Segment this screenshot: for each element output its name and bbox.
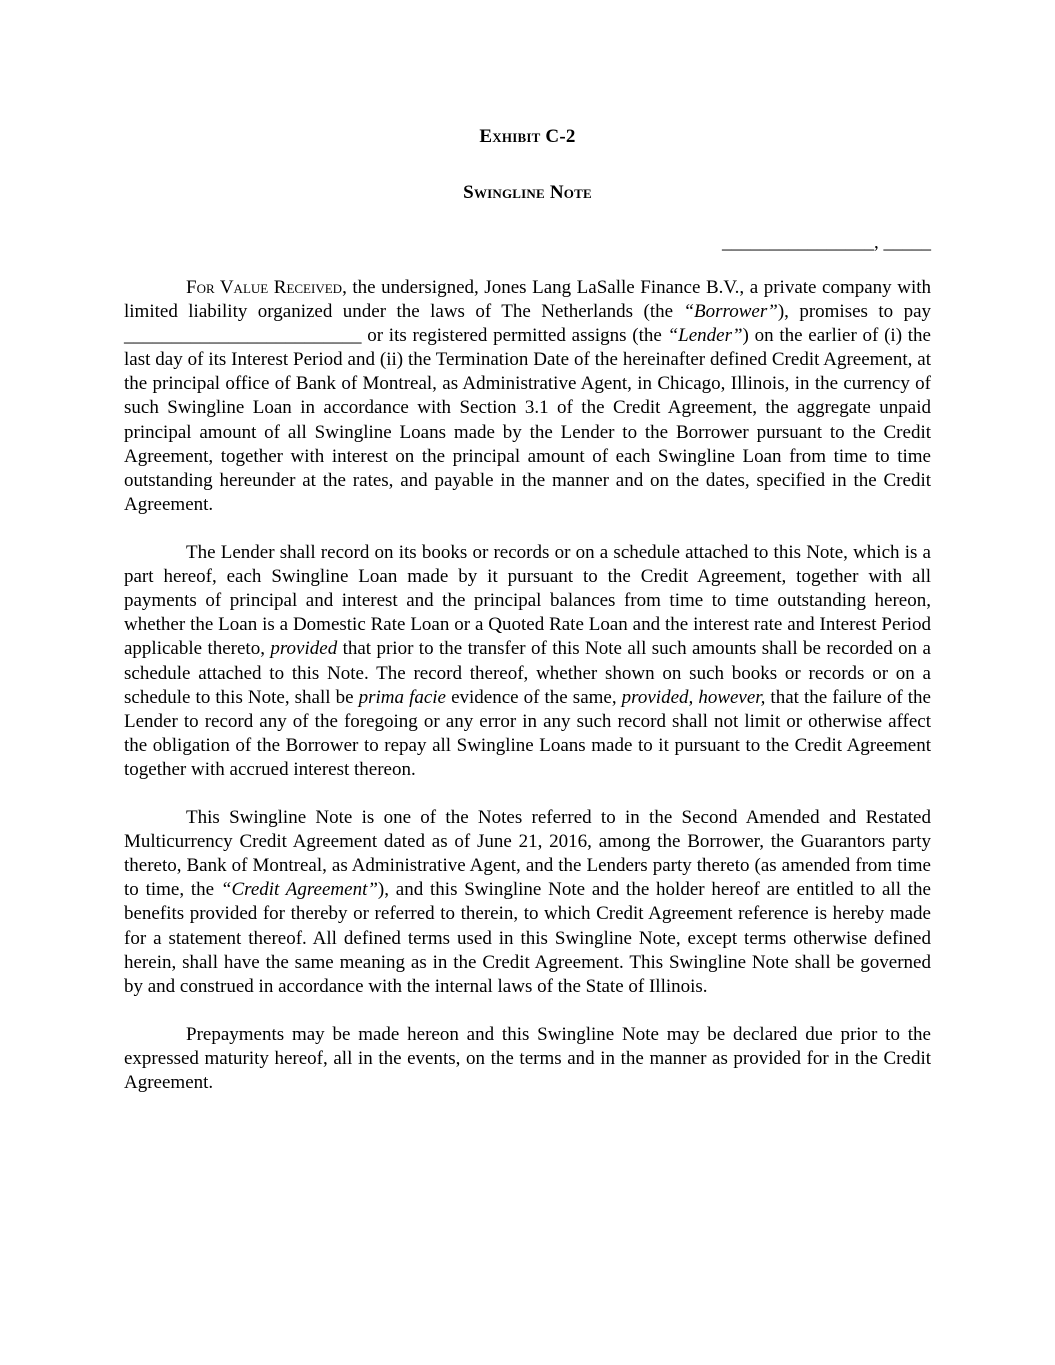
note-body — [124, 276, 931, 1119]
paragraph-credit-agreement — [124, 806, 931, 999]
borrower-term: “Borrower” — [683, 301, 778, 323]
paragraph-text: or its registered permitted assigns (the — [361, 325, 668, 347]
lender-term: “Lender” — [667, 325, 743, 347]
paragraph-lender-records — [124, 541, 931, 782]
paragraph-text: , the undersigned, Jones Lang LaSalle Finance B.V., a private company with limited liability organized under the laws of The Netherlands (the — [124, 277, 931, 323]
paragraph-text: This Swingline Note is one of the Notes referred to in the Second Amended and Restated Multicurrency Credit Agreement dated as of June 21, 2016, among the Borrower, the Guarantors party thereto, Bank of Montreal, as Administrative Agent, and the Lenders party thereto (as amended from time to time, the — [124, 807, 931, 901]
date-line: ________________, _____ — [722, 232, 931, 253]
provided-term: provided — [270, 638, 338, 660]
paragraph-text: ) on the earlier of (i) the last day of its Interest Period and (ii) the Termination Date of the hereinafter defined Credit Agreement, at the principal office of Bank of Montreal, as Administrative Agent, in Chicago, Illinois, in the currency of such Swingline Loan in accordance with Section 3.1 of the Credit Agreement, the aggregate unpaid principal amount of all Swingline Loans made by the Lender to the Borrower pursuant to the Credit Agreement, together with interest on the principal amount of each Swingline Loan from time to time outstanding hereunder at the rates, and payable in the manner and on the dates, specified in the Credit Agreement. — [124, 325, 931, 515]
paragraph-text: that prior to the transfer of this Note all such amounts shall be recorded on a schedule attached to this Note. The record thereof, whether shown on such books or records or on a schedule to this Note, shall be — [124, 638, 931, 708]
paragraph-text: that the failure of the Lender to record any of the foregoing or any error in any such record shall not limit or otherwise affect the obligation of the Borrower to repay all Swingline Loans made to it pursuant to the Credit Agreement together with accrued interest thereon. — [124, 686, 931, 780]
paragraph-text: Prepayments may be made hereon and this Swingline Note may be declared due prior to the expressed maturity hereof, all in the events, on the terms and in the manner as provided for in the Credit Agreement. — [124, 1023, 931, 1094]
provided-however-term: provided, however, — [621, 686, 766, 708]
paragraph-value-received — [124, 276, 931, 517]
exhibit-title: Exhibit C-2 — [479, 126, 576, 147]
credit-agreement-term: “Credit Agreement” — [220, 879, 378, 901]
prima-facie-term: prima facie — [358, 686, 446, 708]
paragraph-text: ), and this Swingline Note and the holder hereof are entitled to all the benefits provided for thereby or referred to therein, to which Credit Agreement reference is hereby made for a statement thereof. All defined terms used in this Swingline Note, except terms otherwise defined herein, shall have the same meaning as in the Credit Agreement. This Swingline Note shall be governed by and construed in accordance with the internal laws of the State of Illinois. — [124, 879, 931, 997]
lead-smallcaps: For Value Received — [186, 277, 343, 298]
paragraph-text: ), promises to pay — [777, 301, 932, 323]
paragraph-prepayments — [124, 1023, 931, 1095]
note-title: Swingline Note — [463, 182, 592, 203]
paragraph-text: The Lender shall record on its books or records or on a schedule attached to this Note, which is a part hereof, each Swingline Loan made by it pursuant to the Credit Agreement, together with all payments of principal and interest and the principal balances from time to time outstanding hereon, whether the Loan is a Domestic Rate Loan or a Quoted Rate Loan and the interest rate and Interest Period applicable thereto, — [124, 542, 931, 660]
paragraph-text: evidence of the same, — [446, 686, 622, 708]
payee-blank: _________________________ — [124, 325, 362, 347]
